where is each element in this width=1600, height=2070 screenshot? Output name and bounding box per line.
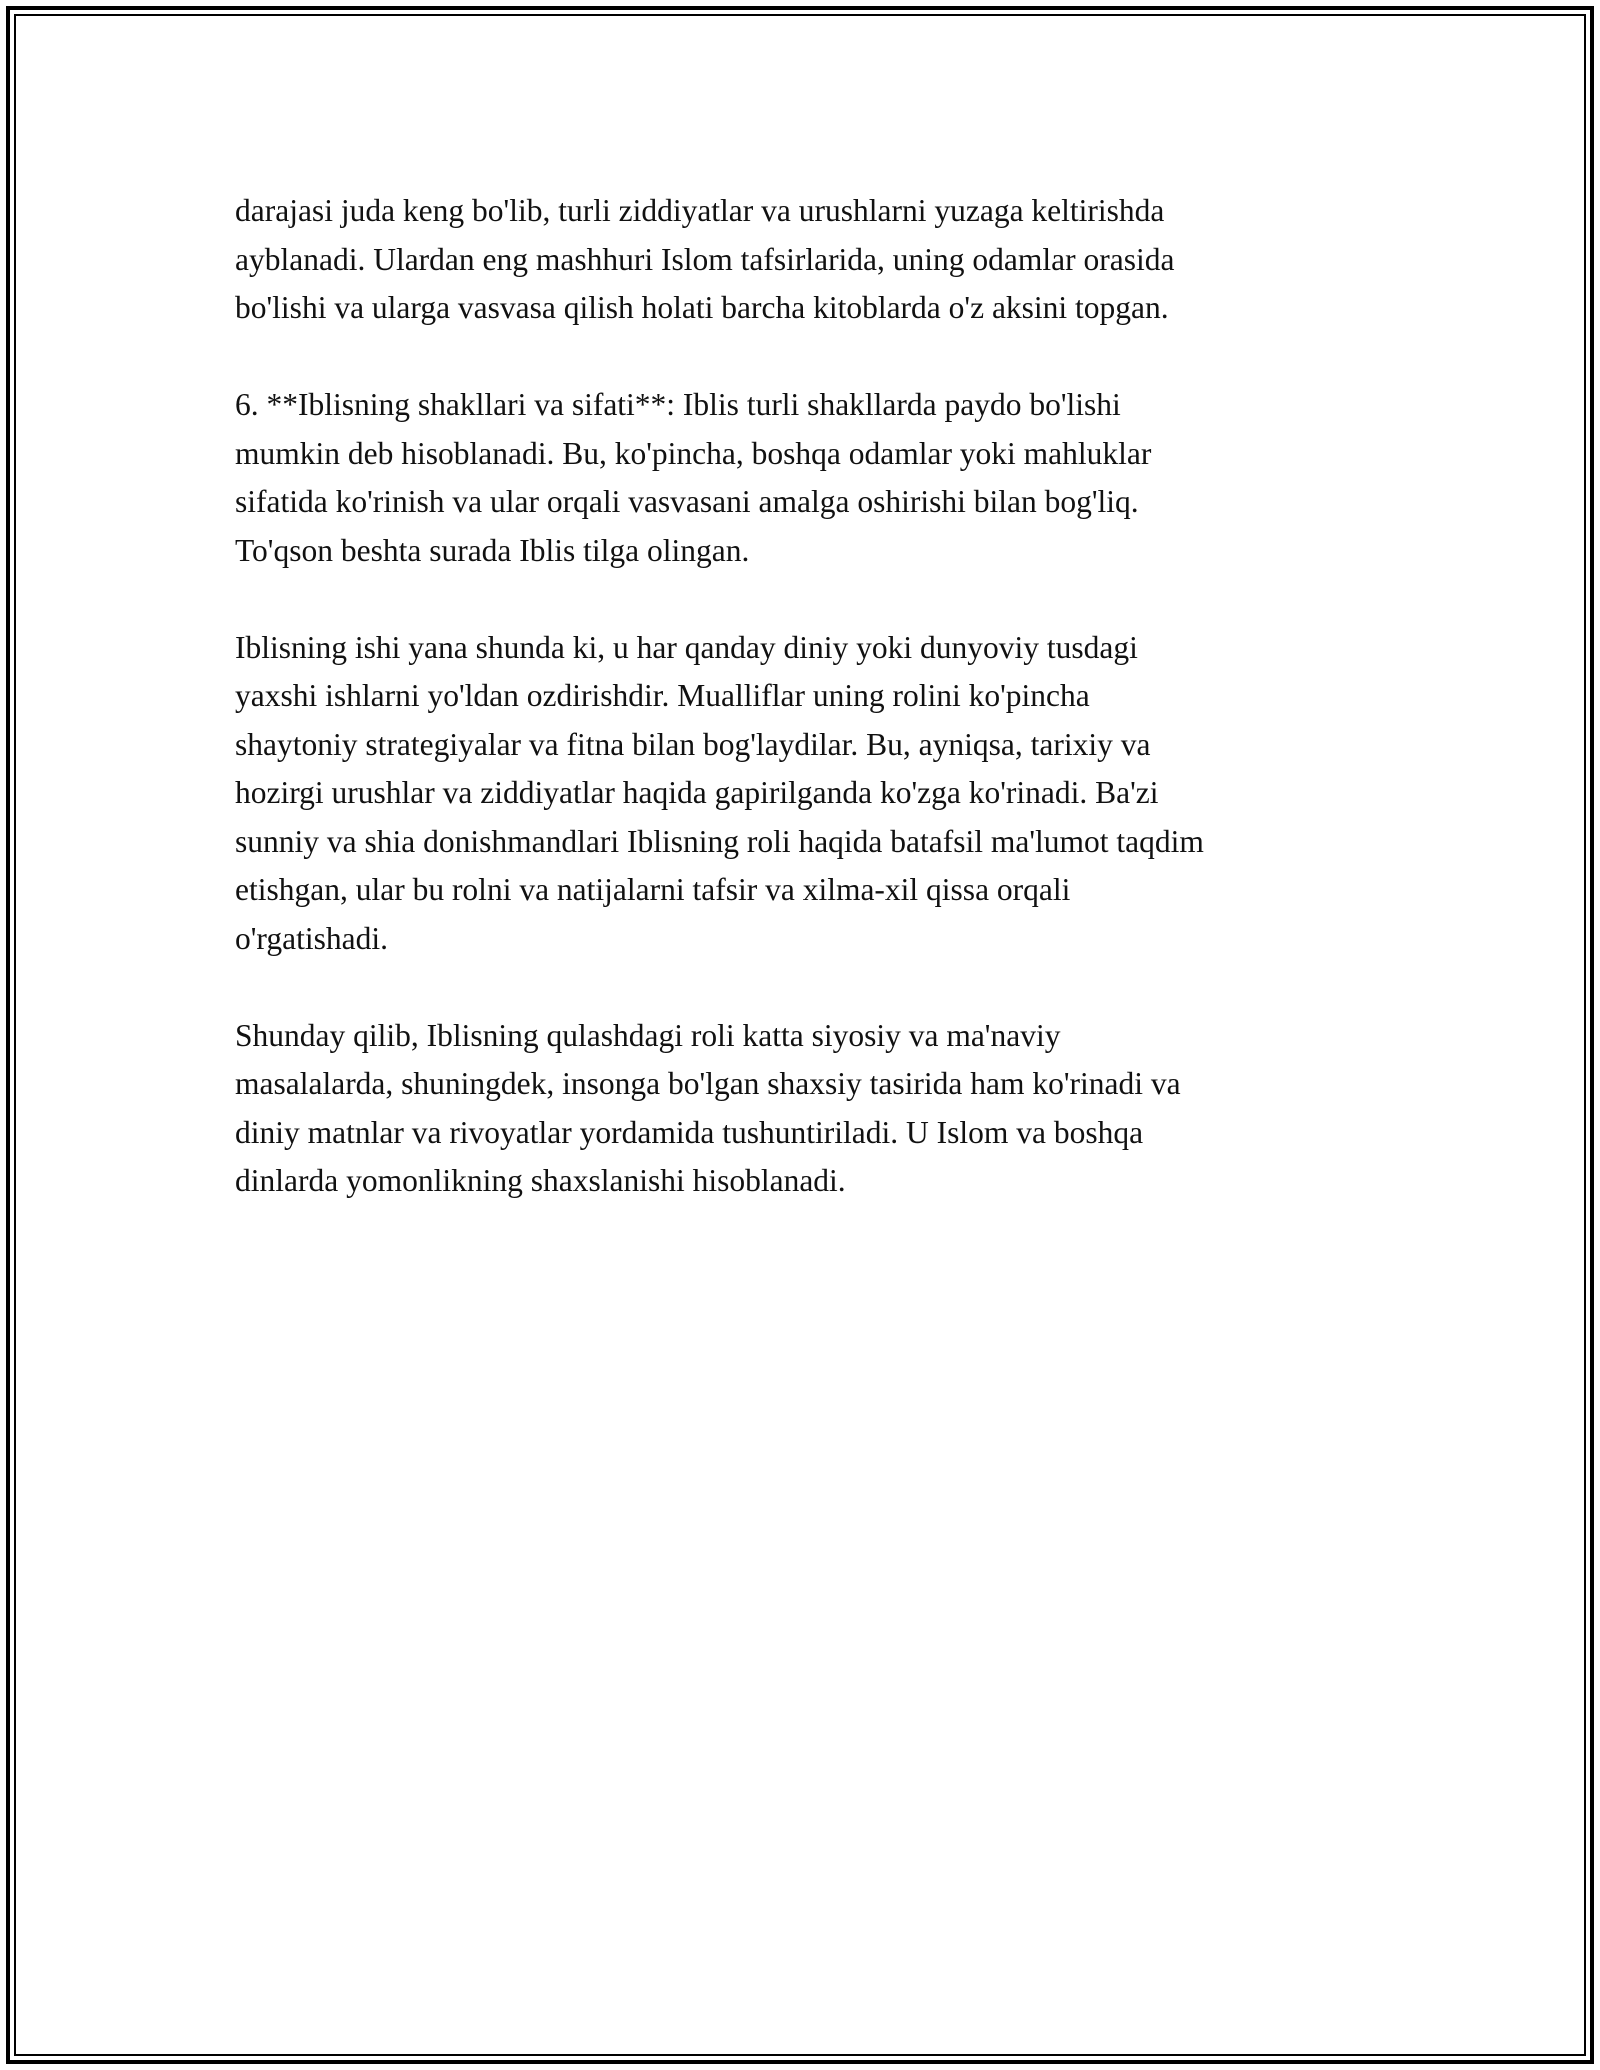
text-line: yaxshi ishlarni yo'ldan ozdirishdir. Mualliflar uning rolini ko'pincha xyxy=(235,678,1090,713)
text-line: Shunday qilib, Iblisning qulashdagi roli katta siyosiy va ma'naviy xyxy=(235,1017,1061,1053)
text-line: To'qson beshta surada Iblis tilga olingan. xyxy=(235,532,750,568)
paragraph-3 xyxy=(235,624,1375,964)
text-line: sifatida ko'rinish va ular orqali vasvasani amalga oshirishi bilan bog'liq. xyxy=(235,484,1139,519)
text-line: diniy matnlar va rivoyatlar yordamida tushuntiriladi. U Islom va boshqa xyxy=(235,1114,1144,1150)
text-line: bo'lishi va ularga vasvasa qilish holati barcha kitoblarda o'z aksini topgan. xyxy=(235,290,1169,325)
text-line: hozirgi urushlar va ziddiyatlar haqida gapirilganda ko'zga ko'rinadi. Ba'zi xyxy=(235,775,1159,810)
text-line: o'rgatishadi. xyxy=(235,920,388,956)
text-line: sunniy va shia donishmandlari Iblisning roli haqida batafsil ma'lumot taqdim xyxy=(235,823,1204,859)
text-line: Iblisning ishi yana shunda ki, u har qanday diniy yoki dunyoviy tusdagi xyxy=(235,629,1138,665)
text-line: ayblanadi. Ulardan eng mashhuri Islom tafsirlarida, uning odamlar orasida xyxy=(235,241,1175,277)
text-line: etishgan, ular bu rolni va natijalarni tafsir va xilma-xil qissa orqali xyxy=(235,872,1071,907)
paragraph-1 xyxy=(235,187,1375,333)
paragraph-4 xyxy=(235,1012,1375,1206)
paragraph-2 xyxy=(235,381,1375,575)
text-line: shaytoniy strategiyalar va fitna bilan bog'laydilar. Bu, ayniqsa, tarixiy va xyxy=(235,726,1151,762)
text-line: mumkin deb hisoblanadi. Bu, ko'pincha, boshqa odamlar yoki mahluklar xyxy=(235,435,1152,471)
text-line: masalalarda, shuningdek, insonga bo'lgan shaxsiy tasirida ham ko'rinadi va xyxy=(235,1066,1181,1101)
text-line: darajasi juda keng bo'lib, turli ziddiyatlar va urushlarni yuzaga keltirishda xyxy=(235,193,1165,228)
text-line: 6. **Iblisning shakllari va sifati**: Iblis turli shakllarda paydo bo'lishi xyxy=(235,387,1121,422)
text-line: dinlarda yomonlikning shaxslanishi hisoblanadi. xyxy=(235,1163,846,1198)
document-body xyxy=(235,187,1375,1254)
